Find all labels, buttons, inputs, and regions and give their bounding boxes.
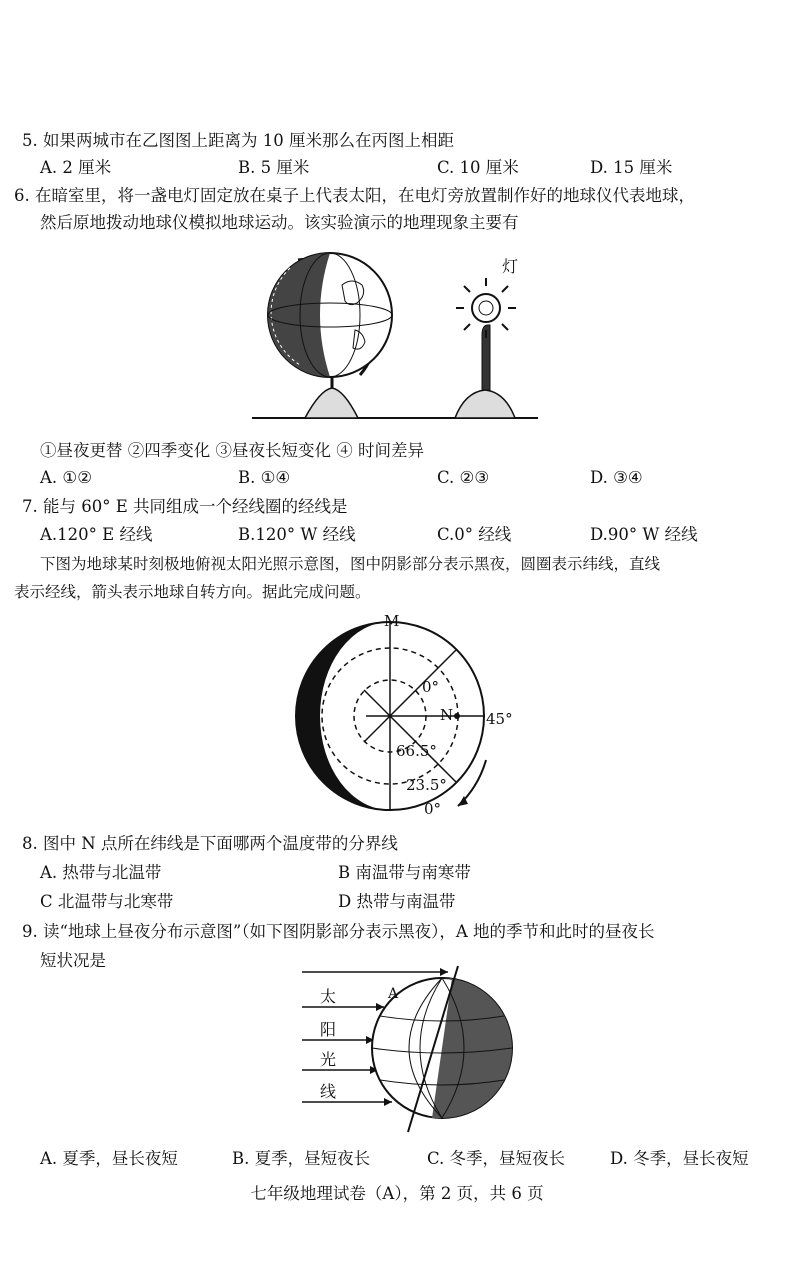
- q5-option-c: C. 10 厘米: [437, 158, 519, 177]
- globe-lamp-figure: [250, 240, 550, 430]
- q5-option-b: B. 5 厘米: [238, 158, 310, 177]
- sun-label-2: 阳: [320, 1020, 337, 1039]
- q7-option-b: B.120° W 经线: [238, 525, 356, 544]
- q9-option-d: D. 冬季，昼长夜短: [610, 1149, 749, 1168]
- sun-label-4: 线: [320, 1082, 337, 1101]
- lamp-base: [455, 390, 515, 418]
- q6-stem-line1: 6. 在暗室里，将一盏电灯固定放在桌子上代表太阳，在电灯旁放置制作好的地球仪代表地球，: [14, 186, 695, 205]
- page-footer: 七年级地理试卷（A），第 2 页，共 6 页: [250, 1184, 544, 1203]
- q8-stem: 8. 图中 N 点所在纬线是下面哪两个温度带的分界线: [22, 834, 398, 853]
- label-0-top: 0°: [422, 678, 440, 696]
- q6-stem-line2: 然后原地拨动地球仪模拟地球运动。该实验演示的地理现象主要有: [40, 213, 519, 232]
- day-night-svg: [298, 962, 518, 1136]
- polar-view-figure: [290, 610, 530, 820]
- globe-base: [305, 388, 358, 418]
- q8-option-c: C 北温带与北寒带: [40, 892, 174, 911]
- lamp-label: 灯: [502, 257, 519, 276]
- label-m: M: [384, 612, 400, 630]
- q8-option-a: A. 热带与北温带: [40, 863, 162, 882]
- q6-option-c: C. ②③: [437, 468, 490, 487]
- intro-line1: 下图为地球某时刻极地俯视太阳光照示意图，图中阴影部分表示黑夜，圆圈表示纬线，直线: [40, 555, 661, 573]
- polar-view-svg: [290, 610, 530, 820]
- label-45: 45°: [486, 710, 513, 728]
- lamp-bulb-core: [479, 301, 493, 315]
- q5-option-d: D. 15 厘米: [590, 158, 673, 177]
- q6-phenomena: ①昼夜更替 ②四季变化 ③昼夜长短变化 ④ 时间差异: [40, 441, 424, 460]
- label-n: N: [440, 706, 454, 724]
- label-665: 66.5°: [396, 742, 437, 760]
- q8-option-d: D 热带与南温带: [338, 892, 456, 911]
- q6-option-a: A. ①②: [40, 468, 92, 487]
- q5-option-a: A. 2 厘米: [40, 158, 112, 177]
- point-n: [454, 713, 460, 719]
- q7-option-d: D.90° W 经线: [590, 525, 698, 544]
- q9-option-c: C. 冬季，昼短夜长: [427, 1149, 566, 1168]
- q9-stem-line2: 短状况是: [40, 951, 106, 970]
- day-night-figure: [298, 962, 518, 1136]
- q9-option-b: B. 夏季，昼短夜长: [232, 1149, 371, 1168]
- q5-stem: 5. 如果两城市在乙图图上距离为 10 厘米那么在丙图上相距: [22, 131, 454, 150]
- q7-stem: 7. 能与 60° E 共同组成一个经线圈的经线是: [22, 497, 348, 516]
- sun-label-3: 光: [320, 1050, 337, 1069]
- globe-lamp-svg: [250, 240, 550, 430]
- q6-option-b: B. ①④: [238, 468, 291, 487]
- q7-option-c: C.0° 经线: [437, 525, 512, 544]
- label-0-bottom: 0°: [424, 800, 442, 818]
- label-235: 23.5°: [406, 776, 447, 794]
- label-a: A: [388, 986, 399, 1002]
- q6-option-d: D. ③④: [590, 468, 643, 487]
- intro-line2: 表示经线，箭头表示地球自转方向。据此完成问题。: [14, 583, 371, 601]
- q7-option-a: A.120° E 经线: [40, 525, 153, 544]
- q9-option-a: A. 夏季，昼长夜短: [40, 1149, 178, 1168]
- sun-label-1: 太: [320, 987, 337, 1006]
- q8-option-b: B 南温带与南寒带: [338, 863, 471, 882]
- q9-stem-line1: 9. 读“地球上昼夜分布示意图”（如下图阴影部分表示黑夜），A 地的季节和此时的昼夜长: [22, 922, 655, 941]
